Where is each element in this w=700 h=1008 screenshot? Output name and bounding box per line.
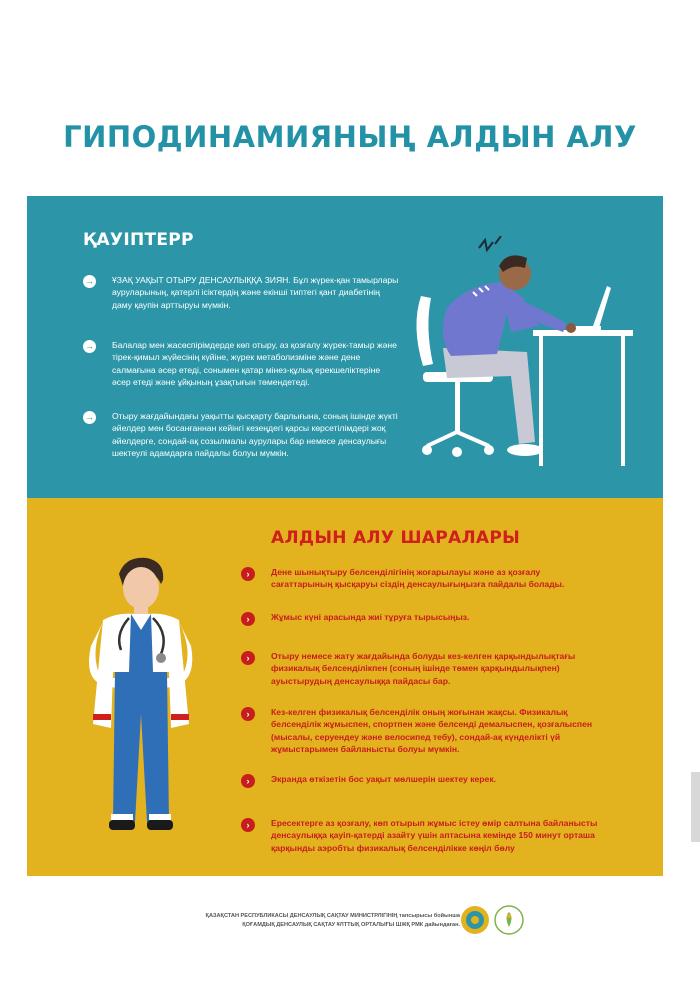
chevron-right-circle-icon: › [241, 651, 255, 665]
side-scroll-tab [691, 772, 700, 842]
arrow-right-circle-icon: → [85, 412, 94, 422]
arrow-right-circle-icon: → [85, 276, 94, 286]
risk-item-text: Балалар мен жасөспірімдерде көп отыру, аз қозғалу жүрек-тамыр және тірек-қимыл жүйесінің күйіне, жүрек метаболизміне және дене салмағына әсер етеді, сонымен қатар мінез-құлық ерекшеліктеріне әсер етеді және ұйқының ұзақтығын төмендетеді. [112, 340, 397, 387]
state-emblem-icon [460, 905, 490, 935]
doctor-illustration [77, 554, 207, 844]
footer-line-2: ҚОҒАМДЫҚ ДЕНСАУЛЫҚ САҚТАУ ҰЛТТЫҚ ОРТАЛЫҒЫ ШЖҚ РМК дайындаған. [242, 922, 460, 928]
chevron-right-circle-icon: › [241, 774, 255, 788]
chevron-right-circle-icon: › [241, 818, 255, 832]
page-title: ГИПОДИНАМИЯНЫҢ АЛДЫН АЛУ [63, 120, 637, 154]
risk-item-text: Отыру жағдайындағы уақытты қысқарту барлығына, соның ішінде жүкті әйелдер мен босанғаннан кейінгі кезеңдегі қарсы көрсетілімдері жоқ әйелдерге, сондай-ақ созылмалы аурулары бар немесе денсаулығы шектеулі адамдарға пайдалы болуы мүмкін. [112, 411, 398, 458]
footer [160, 912, 460, 930]
risks-panel [27, 196, 663, 498]
footer-line-1: ҚАЗАҚСТАН РЕСПУБЛИКАСЫ ДЕНСАУЛЫҚ САҚТАУ МИНИСТРЛІГІНІҢ тапсырысы бойынша [205, 913, 460, 919]
prevention-item-text: Экранда өткізетін бос уақыт мөлшерін шектеу керек. [271, 774, 497, 784]
risks-heading: ҚАУІПТЕРР [83, 230, 194, 250]
prevention-heading: АЛДЫН АЛУ ШАРАЛАРЫ [271, 528, 521, 548]
prevention-item-text: Дене шынықтыру белсенділігінің жоғарылауы және аз қозғалу сағаттарының қысқаруы сіздің денсаулығыңызға пайдалы болады. [271, 567, 565, 590]
risk-item-text: ҰЗАҚ УАҚЫТ ОТЫРУ ДЕНСАУЛЫҚҚА ЗИЯН. Бұл жүрек-қан тамырлары ауруларының, қатерлі ісіктердің және екінші типтегі қант диабетінің даму қаупін арттыруы мүмкін. [112, 275, 399, 310]
prevention-panel [27, 498, 663, 876]
sitting-man-illustration [407, 236, 647, 476]
prevention-item-text: Жұмыс күні арасында жиі тұруға тырысыңыз. [271, 612, 470, 622]
prevention-item-text: Отыру немесе жату жағдайында болуды кез-келген қарқындылықтағы физикалық белсенділікпен (соның ішінде төмен қарқындылықпен) ауыстырудың денсаулыққа пайдасы бар. [271, 651, 576, 686]
health-center-logo-icon [494, 905, 524, 935]
chevron-right-circle-icon: › [241, 707, 255, 721]
chevron-right-circle-icon: › [241, 612, 255, 626]
arrow-right-circle-icon: → [85, 341, 94, 351]
prevention-item-text: Кез-келген физикалық белсенділік оның жоғынан жақсы. Физикалық белсенділік жұмыспен, спортпен және белсенді демалыспен, қозғалыспен (мысалы, серуендеу және велосипед тебу), сондай-ақ күнделікті үй жұмыстарымен байланысты болуы мүмкін. [271, 707, 593, 755]
prevention-item-text: Ересектерге аз қозғалу, көп отырып жұмыс істеу өмір салтына байланысты денсаулыққа қауіп-қатерді азайту үшін аптасына кемінде 150 минут орташа қарқынды аэробты физикалық белсенділікке көңіл бөлу [271, 818, 598, 853]
chevron-right-circle-icon: › [241, 567, 255, 581]
